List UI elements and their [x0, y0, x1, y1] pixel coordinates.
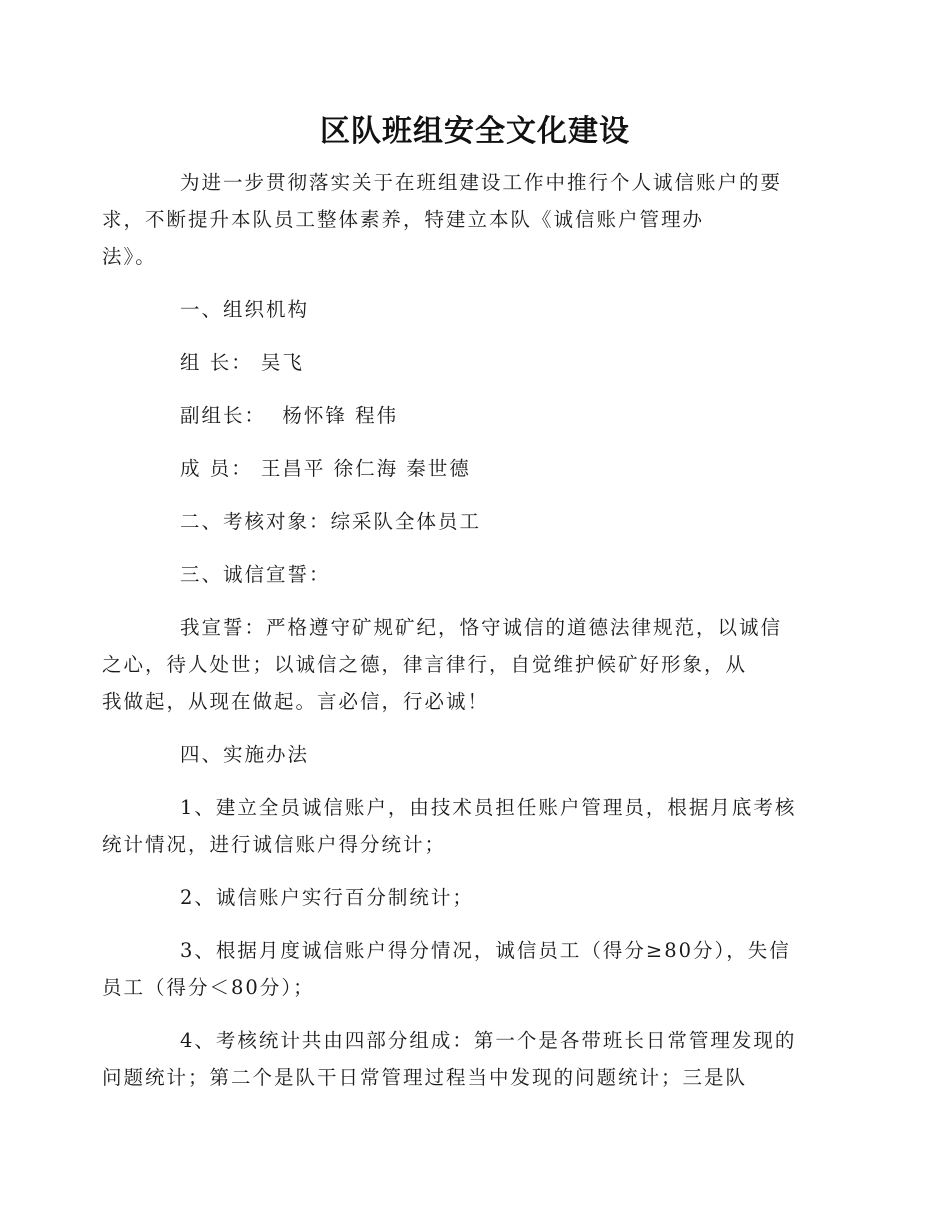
intro-paragraph [102, 164, 809, 275]
intro-line-1: 为进一步贯彻落实关于在班组建设工作中推行个人诚信账户的要 [180, 171, 783, 194]
item-4-paragraph [102, 1022, 809, 1096]
item-1-line-1: 1、建立全员诚信账户，由技术员担任账户管理员，根据月底考核 [180, 796, 797, 819]
members-line: 成 员： 王昌平 徐仁海 秦世德 [180, 457, 471, 480]
document-body [102, 164, 809, 1112]
oath-line-1: 我宣誓：严格遵守矿规矿纪，恪守诚信的道德法律规范，以诚信 [180, 616, 783, 639]
section-heading-assessment-target: 二、考核对象：综采队全体员工 [180, 510, 482, 533]
item-1-paragraph [102, 789, 809, 863]
item-3-line-1: 3、根据月度诚信账户得分情况，诚信员工（得分≥80分），失信 [180, 939, 791, 962]
leader-line: 组 长： 吴飞 [180, 351, 304, 374]
section-heading-oath: 三、诚信宣誓： [180, 563, 331, 586]
item-4-line-2: 问题统计；第二个是队干日常管理过程当中发现的问题统计；三是队 [102, 1066, 748, 1089]
item-3-paragraph [102, 932, 809, 1006]
item-2-paragraph: 2、诚信账户实行百分制统计； [180, 886, 474, 909]
oath-line-3: 我做起，从现在做起。言必信，行必诚！ [102, 690, 490, 713]
item-4-line-1: 4、考核统计共由四部分组成：第一个是各带班长日常管理发现的 [180, 1029, 797, 1052]
section-heading-implementation: 四、实施办法 [180, 743, 310, 766]
oath-paragraph [102, 609, 809, 720]
section-heading-organization: 一、组织机构 [180, 298, 310, 321]
intro-line-3: 法》。 [102, 245, 157, 268]
item-1-line-2: 统计情况，进行诚信账户得分统计； [102, 833, 447, 856]
item-3-line-2: 员工（得分＜80分）； [102, 976, 315, 999]
deputy-leader-line: 副组长： 杨怀锋 程伟 [180, 404, 399, 427]
intro-line-2: 求，不断提升本队员工整体素养，特建立本队《诚信账户管理办 [102, 208, 705, 231]
oath-line-2: 之心，待人处世；以诚信之德，律言律行，自觉维护候矿好形象，从 [102, 653, 748, 676]
document-title: 区队班组安全文化建设 [320, 114, 630, 149]
